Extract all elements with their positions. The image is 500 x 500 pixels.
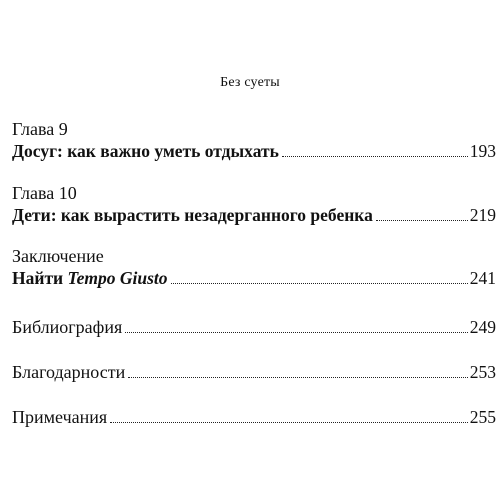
chapter-title-plain: Найти — [12, 268, 68, 288]
dot-leader — [110, 422, 468, 423]
chapter-label: Глава 10 — [12, 183, 77, 203]
page-number: 249 — [469, 317, 496, 337]
dot-leader — [376, 220, 468, 221]
toc-entry-acknowledgements — [12, 361, 496, 383]
toc-entry-line[interactable] — [12, 406, 496, 428]
section-title: Библиография — [12, 317, 123, 337]
chapter-title: Досуг: как важно уметь отдыхать — [12, 141, 279, 161]
chapter-title: Дети: как вырастить незадерганного ребенка — [12, 205, 373, 225]
toc-entry-line[interactable] — [12, 204, 496, 226]
chapter-label: Заключение — [12, 246, 104, 266]
toc-entry-chapter-10 — [12, 182, 496, 226]
dot-leader — [171, 283, 468, 284]
running-head: Без суеты — [220, 75, 280, 90]
page-number: 193 — [469, 141, 496, 161]
toc-entry-line[interactable] — [12, 140, 496, 162]
toc-entry-bibliography — [12, 316, 496, 338]
dot-leader — [282, 156, 468, 157]
toc-entry-notes — [12, 406, 496, 428]
toc-entry-line[interactable] — [12, 267, 496, 289]
toc-entry-line[interactable] — [12, 316, 496, 338]
toc-entry-line[interactable] — [12, 361, 496, 383]
page-number: 219 — [469, 205, 496, 225]
chapter-title-italic: Tempo Giusto — [67, 268, 168, 288]
toc-entry-conclusion — [12, 245, 496, 289]
page-number: 253 — [469, 362, 496, 382]
chapter-title — [12, 267, 168, 289]
chapter-label: Глава 9 — [12, 119, 68, 139]
dot-leader — [128, 377, 468, 378]
section-title: Благодарности — [12, 362, 126, 382]
page-number: 255 — [469, 407, 496, 427]
section-title: Примечания — [12, 407, 108, 427]
toc-entry-chapter-9 — [12, 118, 496, 162]
dot-leader — [125, 332, 468, 333]
page-number: 241 — [469, 268, 496, 288]
